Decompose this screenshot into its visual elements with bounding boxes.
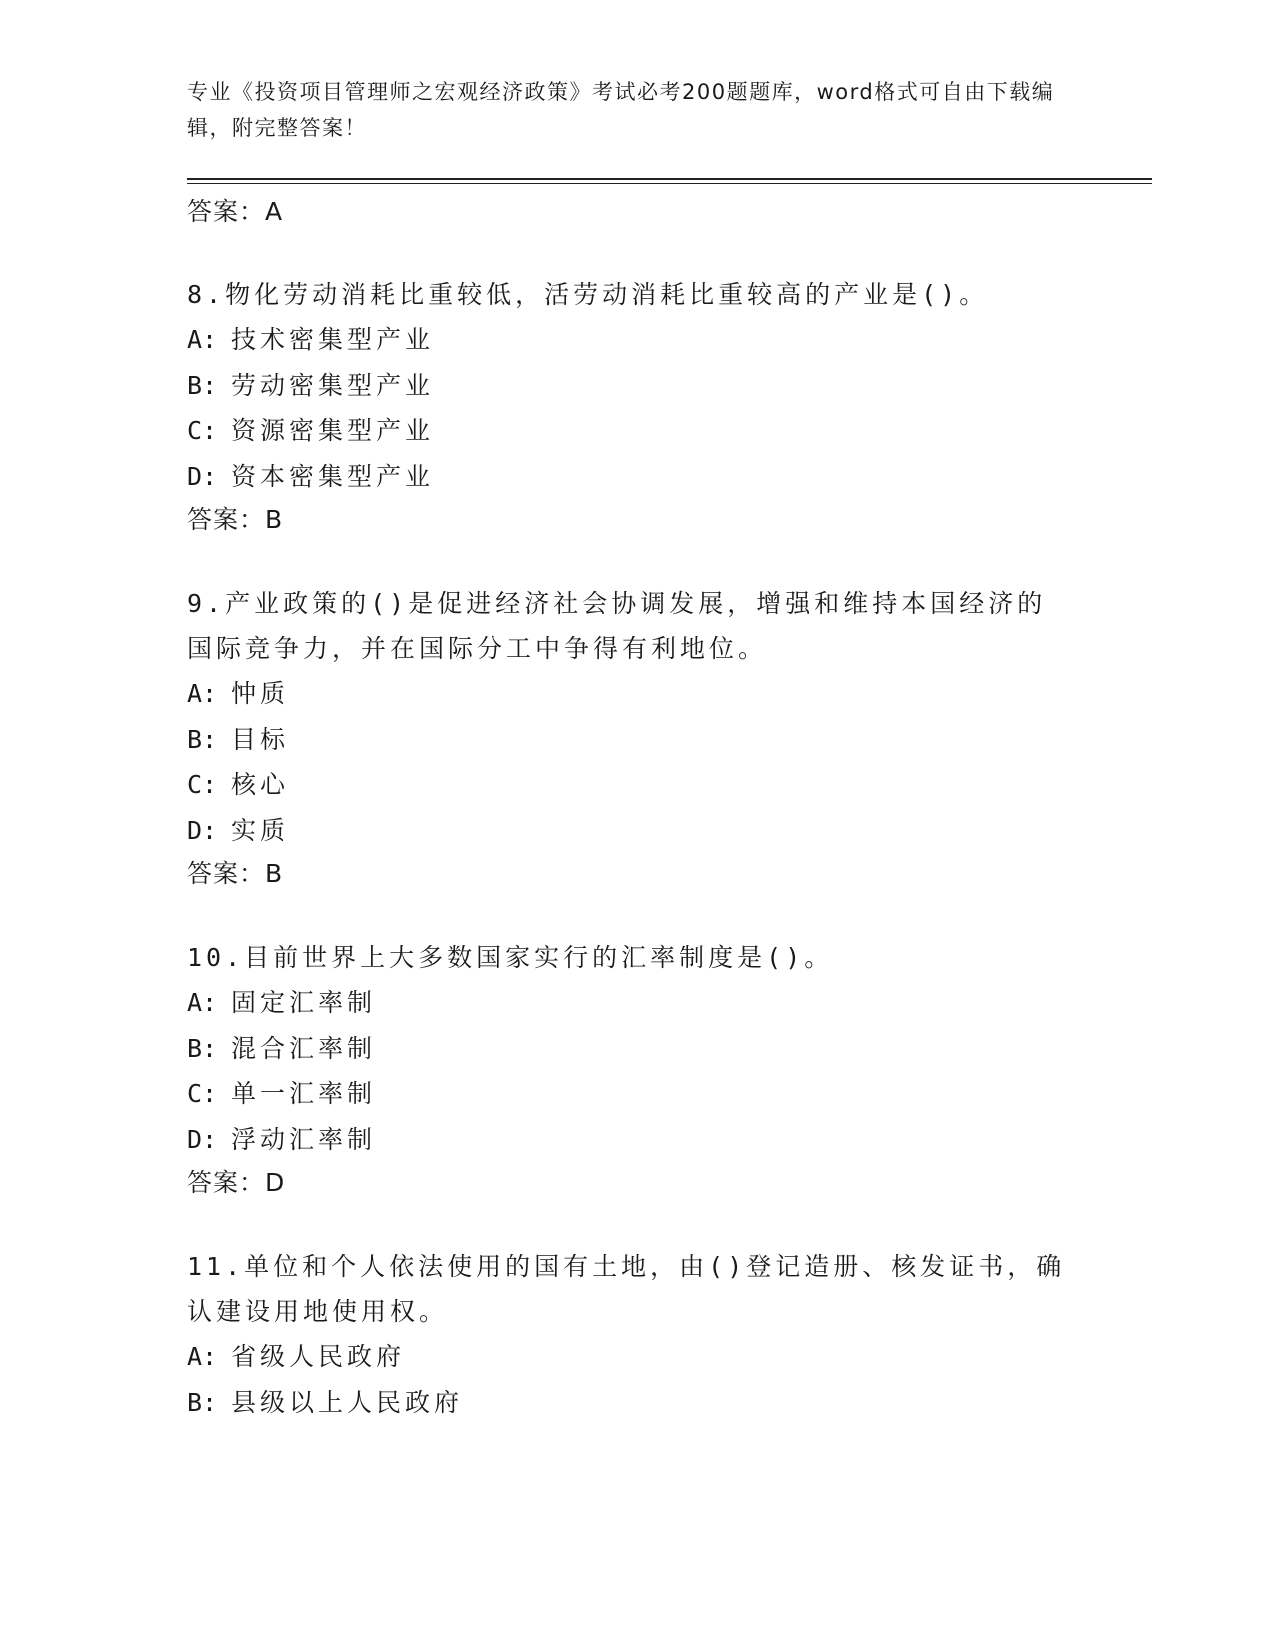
- option-text: 核心: [231, 770, 290, 799]
- option-letter: A:: [187, 679, 218, 708]
- option-text: 劳动密集型产业: [231, 370, 435, 400]
- answer-line: 答案：B: [187, 859, 284, 888]
- option-text: 资本密集型产业: [231, 461, 435, 491]
- option-text: 固定汇率制: [231, 988, 377, 1017]
- option-a: [187, 317, 1087, 363]
- option-text: 目标: [231, 724, 290, 754]
- option-text: 单一汇率制: [231, 1079, 377, 1108]
- option-text: 技术密集型产业: [231, 325, 435, 354]
- option-letter: C:: [187, 1079, 218, 1108]
- answer-line: 答案：B: [187, 505, 284, 534]
- answer-line: 答案：D: [187, 1168, 286, 1197]
- document-header: 专业《投资项目管理师之宏观经济政策》考试必考200题题库，word格式可自由下载编辑，附完整答案！: [187, 80, 1055, 140]
- option-letter: A:: [187, 325, 218, 354]
- option-d: [187, 808, 1087, 854]
- question-text: 8.物化劳动消耗比重较低，活劳动消耗比重较高的产业是()。: [187, 280, 989, 309]
- option-letter: C:: [187, 416, 218, 445]
- option-b: [187, 363, 1087, 409]
- question-text: 9.产业政策的()是促进经济社会协调发展，增强和维持本国经济的国际竞争力，并在国际分工中争得有利地位。: [187, 589, 1047, 663]
- option-text: 省级人民政府: [231, 1342, 406, 1371]
- question-9: [187, 581, 1087, 894]
- option-letter: A:: [187, 988, 218, 1017]
- header-divider-thin: [187, 183, 1152, 184]
- option-letter: A:: [187, 1342, 218, 1371]
- option-letter: B:: [187, 724, 218, 754]
- option-text: 资源密集型产业: [231, 416, 435, 445]
- option-letter: D:: [187, 815, 218, 845]
- option-a: [187, 980, 1087, 1026]
- option-b: [187, 1026, 1087, 1072]
- option-d: [187, 454, 1087, 500]
- question-text: 11.单位和个人依法使用的国有土地，由()登记造册、核发证书，确认建设用地使用权。: [187, 1252, 1066, 1326]
- option-c: [187, 408, 1087, 454]
- question-10: [187, 935, 1087, 1203]
- option-letter: C:: [187, 770, 218, 799]
- option-letter: B:: [187, 370, 218, 400]
- option-letter: D:: [187, 461, 218, 491]
- option-letter: D:: [187, 1124, 218, 1154]
- option-letter: B:: [187, 1387, 218, 1417]
- option-c: [187, 1071, 1087, 1117]
- option-letter: B:: [187, 1033, 218, 1063]
- option-d: [187, 1117, 1087, 1163]
- answer-line: 答案：A: [187, 197, 284, 226]
- option-b: [187, 717, 1087, 763]
- header-divider-thick: [187, 178, 1152, 180]
- question-text: 10.目前世界上大多数国家实行的汇率制度是()。: [187, 943, 834, 972]
- option-text: 忡质: [231, 679, 290, 708]
- option-a: [187, 1334, 1087, 1380]
- document-body: [187, 191, 1087, 1466]
- option-c: [187, 762, 1087, 808]
- question-11: [187, 1244, 1087, 1425]
- option-text: 县级以上人民政府: [231, 1387, 464, 1417]
- option-a: [187, 671, 1087, 717]
- option-text: 浮动汇率制: [231, 1124, 377, 1154]
- option-text: 实质: [231, 815, 290, 845]
- option-b: [187, 1380, 1087, 1426]
- option-text: 混合汇率制: [231, 1033, 377, 1063]
- question-8: [187, 272, 1087, 540]
